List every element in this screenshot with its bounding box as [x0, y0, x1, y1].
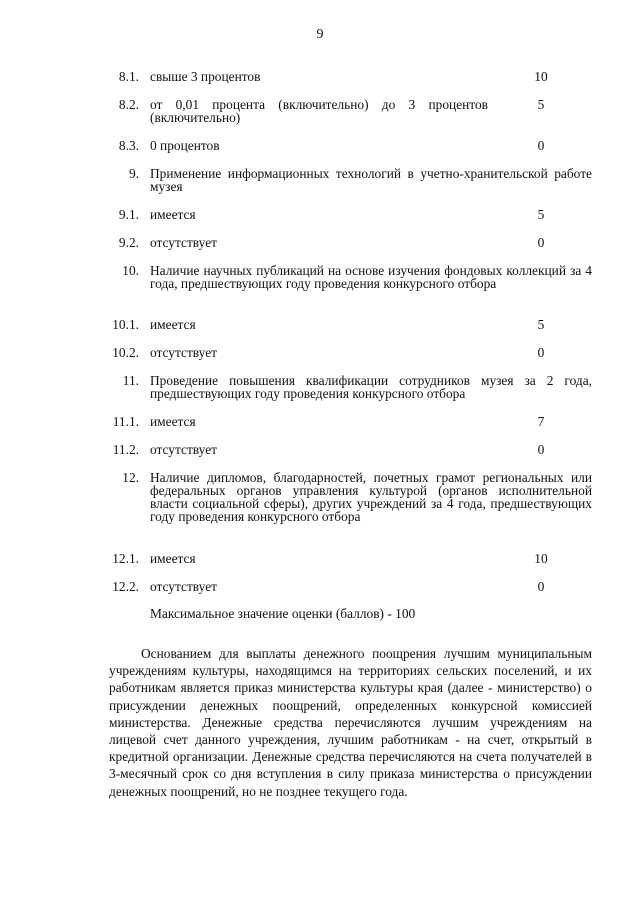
- criterion-text: отсутствует: [150, 579, 217, 594]
- criterion-text: Проведение повышения квалификации сотрудников музея за 2 года, предшествующих году проведения конкурсного отбора: [150, 373, 592, 401]
- criterion-number: 10.2.: [112, 345, 139, 360]
- criterion-text: Наличие дипломов, благодарностей, почетных грамот региональных или федеральных органов управления культурой (органов исполнительной власти социальной сферы), других учреждений за 4 года, предшествующих году проведения конкурсного отбора: [150, 470, 592, 524]
- criterion-number: 10.1.: [112, 317, 139, 332]
- criterion-text: свыше 3 процентов: [150, 69, 261, 84]
- criterion-number: 8.2.: [118, 97, 139, 112]
- criterion-text: имеется: [150, 317, 196, 332]
- criterion-score: 0: [537, 138, 545, 153]
- max-score-line: Максимальное значение оценки (баллов) - 100: [150, 606, 416, 621]
- criterion-score: 10: [534, 551, 548, 566]
- criterion-text: Наличие научных публикаций на основе изучения фондовых коллекций за 4 года, предшествующих году проведения конкурсного отбора: [150, 263, 592, 291]
- criterion-score: 0: [537, 235, 545, 250]
- criterion-number: 9.2.: [118, 235, 139, 250]
- criterion-text: отсутствует: [150, 442, 217, 457]
- criterion-number: 8.3.: [118, 138, 139, 153]
- criterion-text: имеется: [150, 551, 196, 566]
- criterion-number: 8.1.: [118, 69, 139, 84]
- criterion-text: имеется: [150, 207, 196, 222]
- body-paragraph: Основанием для выплаты денежного поощрения лучшим муниципальным учреждениям культуры, находящимся на территориях сельских поселений, и их работникам является приказ министерства культуры края (далее - министерство) о присуждении денежных поощрений, определенных конкурсной комиссией министерства. Денежные средства перечисляются лучшим учреждениям на лицевой счет данного учреждения, лучшим работникам - на счет, открытый в кредитной организации. Денежные средства перечисляются на счета получателей в 3-месячный срок со дня вступления в силу приказа министерства о присуждении денежных поощрений, но не позднее текущего года.: [109, 646, 592, 799]
- criterion-score: 5: [537, 97, 545, 112]
- criterion-score: 7: [537, 414, 545, 429]
- criterion-number: 9.1.: [118, 207, 139, 222]
- criterion-score: 0: [537, 345, 545, 360]
- criterion-number: 12.2.: [112, 579, 139, 594]
- criterion-score: 0: [537, 579, 545, 594]
- criterion-text: Применение информационных технологий в учетно-хранительской работе музея: [150, 166, 592, 194]
- criterion-text: отсутствует: [150, 345, 217, 360]
- criterion-number: 10.: [122, 263, 139, 278]
- criterion-text: имеется: [150, 414, 196, 429]
- criterion-score: 5: [537, 207, 545, 222]
- criterion-number: 12.1.: [112, 551, 139, 566]
- criterion-number: 11.1.: [112, 414, 139, 429]
- criterion-number: 11.: [122, 373, 139, 388]
- criterion-text: отсутствует: [150, 235, 217, 250]
- criterion-text: от 0,01 процента (включительно) до 3 процентов (включительно): [150, 97, 488, 125]
- criterion-score: 0: [537, 442, 545, 457]
- criterion-number: 9.: [128, 166, 139, 181]
- criterion-score: 10: [534, 69, 548, 84]
- criterion-number: 11.2.: [112, 442, 139, 457]
- criterion-number: 12.: [122, 470, 139, 485]
- criterion-score: 5: [537, 317, 545, 332]
- criterion-text: 0 процентов: [150, 138, 220, 153]
- page-number: 9: [316, 27, 324, 42]
